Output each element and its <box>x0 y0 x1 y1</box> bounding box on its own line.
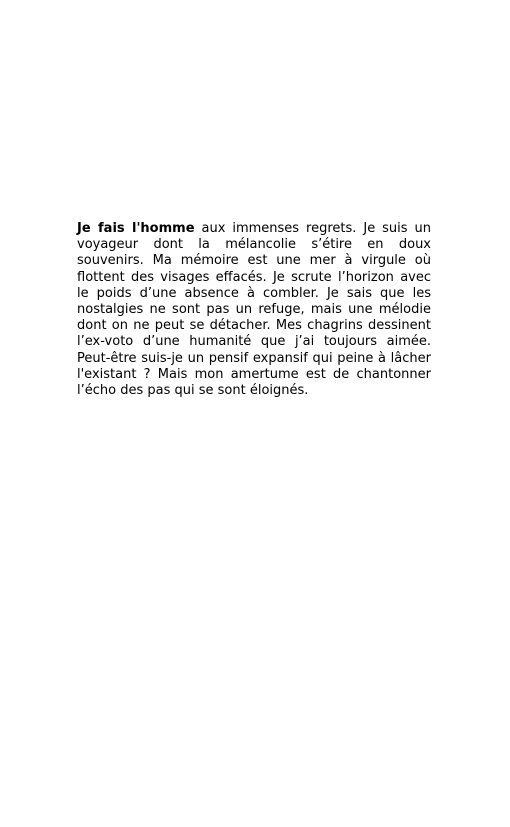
paragraph-lead: Je fais l'homme <box>77 221 195 236</box>
paragraph-body: aux immenses regrets. Je suis un voyageur dont la mélancolie s’étire en doux souvenirs. Ma mémoire est une mer à virgule où flottent des visages effacés. Je scrute l’horizon avec le poids d’une absence à combler. Je sais que les nostalgies ne sont pas un refuge, mais une mélodie dont on ne peut se détacher. Mes chagrins dessinent l’ex-voto d’une humanité que j’ai toujours aimée. Peut-être suis-je un pensif expansif qui peine à lâcher l'existant ? Mais mon amertume est de chantonner l’écho des pas qui se sont éloignés. <box>77 221 432 399</box>
paragraph <box>77 221 431 399</box>
